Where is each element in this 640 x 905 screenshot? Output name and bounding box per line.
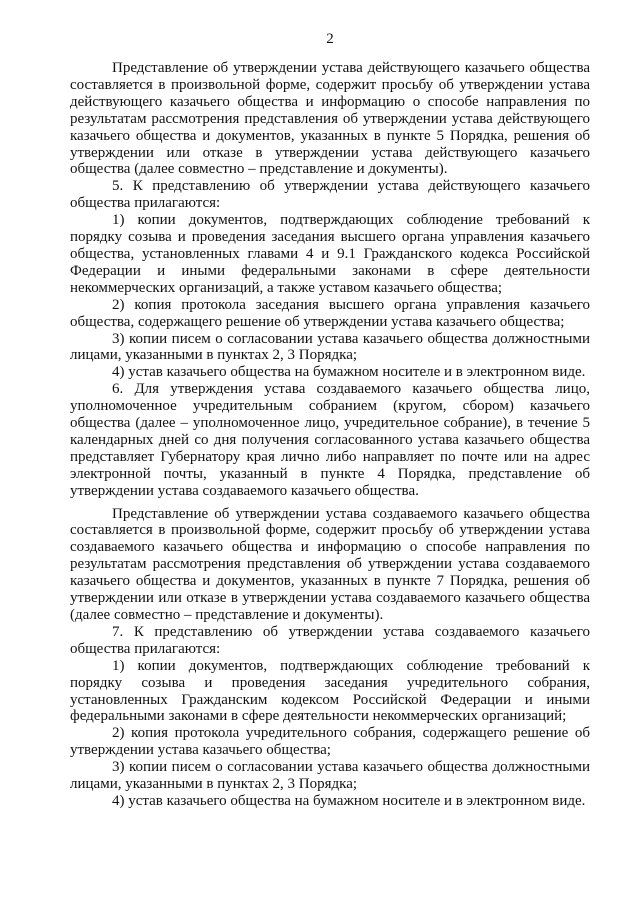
paragraph-item-5-1: 1) копии документов, подтверждающих соблюдение требований к порядку созыва и проведения заседания высшего органа управления казачьего общества, установленных главами 4 и 9.1 Гражданского кодекса Российской Федерации и иными федеральными законами в сфере деятельности некоммерческих организаций, а также уставом казачьего общества; (70, 212, 590, 296)
paragraph-item-6: 6. Для утверждения устава создаваемого казачьего общества лицо, уполномоченное учредительным собранием (кругом, сбором) казачьего общества (далее – уполномоченное лицо, учредительное собрание), в течение 5 календарных дней со дня получения согласованного устава казачьего общества представляет Губернатору края лично либо направляет по почте или на адрес электронной почты, указанный в пункте 4 Порядка, представление об утверждении устава создаваемого казачьего общества. (70, 381, 590, 499)
paragraph-item-5-2: 2) копия протокола заседания высшего органа управления казачьего общества, содержащего решение об утверждении устава казачьего общества; (70, 296, 590, 330)
paragraph-item-5-4: 4) устав казачьего общества на бумажном носителе и в электронном виде. (112, 364, 586, 381)
document-page (70, 30, 590, 810)
paragraph-representation-new: Представление об утверждении устава создаваемого казачьего общества составляется в произвольной форме, содержит просьбу об утверждении устава создаваемого казачьего общества и информацию о способе направления по результатам рассмотрения представления об утверждении устава создаваемого казачьего общества и документов, указанных в пункте 7 Порядка, решения об утверждении или отказе в утверждении устава создаваемого казачьего общества (далее совместно – представление и документы). (70, 505, 590, 623)
paragraph-item-7-2: 2) копия протокола учредительного собрания, содержащего решение об утверждении устава казачьего общества; (70, 725, 590, 759)
paragraph-item-7-1: 1) копии документов, подтверждающих соблюдение требований к порядку созыва и проведения заседания учредительного собрания, установленных Гражданским кодексом Российской Федерации и иными федеральными законами в сфере деятельности некоммерческих организаций; (70, 657, 590, 725)
paragraph-representation-existing: Представление об утверждении устава действующего казачьего общества составляется в произвольной форме, содержит просьбу об утверждении устава действующего казачьего общества и информацию о способе направления по результатам рассмотрения представления об утверждении устава действующего казачьего общества и документов, указанных в пункте 5 Порядка, решения об утверждении или отказе в утверждении устава действующего казачьего общества (далее совместно – представление и документы). (70, 60, 590, 178)
paragraph-item-5-3: 3) копии писем о согласовании устава казачьего общества должностными лицами, указанными в пунктах 2, 3 Порядка; (70, 330, 590, 364)
paragraph-item-7-4: 4) устав казачьего общества на бумажном носителе и в электронном виде. (112, 792, 586, 809)
paragraph-item-7-3: 3) копии писем о согласовании устава казачьего общества должностными лицами, указанными в пунктах 2, 3 Порядка; (70, 759, 590, 793)
paragraph-item-5: 5. К представлению об утверждении устава действующего казачьего общества прилагаются: (70, 178, 590, 212)
paragraph-item-7: 7. К представлению об утверждении устава создаваемого казачьего общества прилагаются: (70, 623, 590, 657)
page-number: 2 (326, 31, 334, 47)
